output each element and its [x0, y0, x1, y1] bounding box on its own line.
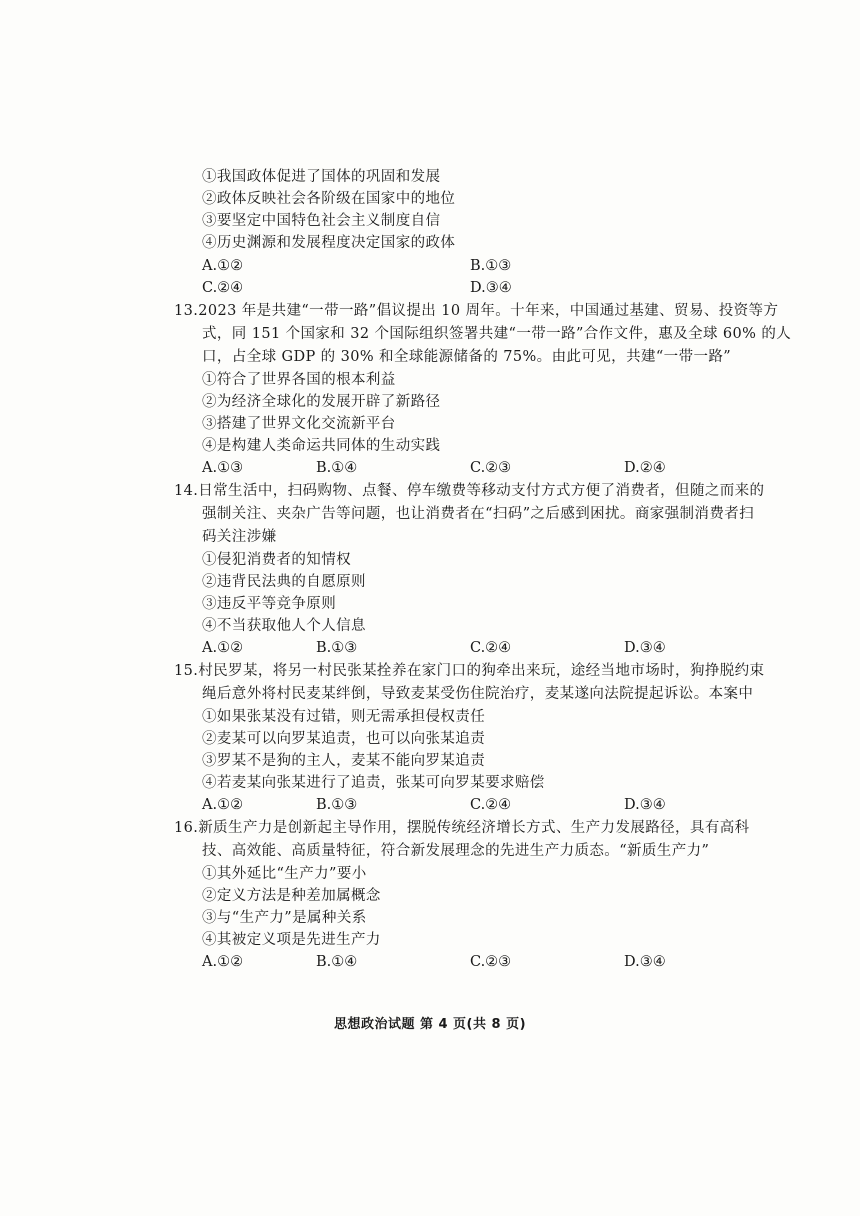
q14-statement-2: ②违背民法典的自愿原则	[202, 574, 366, 590]
q14-option-d: D.③④	[624, 640, 666, 656]
q15-option-b: B.①③	[316, 797, 358, 813]
q13-stem-line-3: 口，占全球 GDP 的 30% 和全球能源储备的 75%。由此可见，共建“一带一路”	[202, 349, 732, 365]
q15-option-c: C.②④	[470, 797, 512, 813]
q16-option-b: B.①④	[316, 954, 358, 970]
q12-option-c: C.②④	[202, 280, 244, 296]
q15-statement-1: ①如果张某没有过错，则无需承担侵权责任	[202, 709, 486, 725]
q12-option-d: D.③④	[470, 280, 512, 296]
q16-statement-2: ②定义方法是种差加属概念	[202, 888, 381, 904]
q16-statement-4: ④其被定义项是先进生产力	[202, 932, 381, 948]
q13-stem-line-2: 式，同 151 个国家和 32 个国际组织签署共建“一带一路”合作文件，惠及全球 60% 的人	[202, 326, 792, 342]
q15-option-a: A.①②	[202, 797, 244, 813]
q15-statement-3: ③罗某不是狗的主人，麦某不能向罗某追责	[202, 753, 486, 769]
page-footer: 思想政治试题 第 4 页(共 8 页)	[333, 1017, 527, 1032]
q16-stem-line-2: 技、高效能、高质量特征，符合新发展理念的先进生产力质态。“新质生产力”	[202, 843, 710, 859]
q16-option-a: A.①②	[202, 954, 244, 970]
q16-stem-line-1: 16.新质生产力是创新起主导作用，摆脱传统经济增长方式、生产力发展路径，具有高科	[174, 820, 750, 836]
q13-option-c: C.②③	[470, 460, 512, 476]
q14-stem-line-1: 14.日常生活中，扫码购物、点餐、停车缴费等移动支付方式方便了消费者，但随之而来的	[174, 483, 765, 499]
q12-statement-4: ④历史渊源和发展程度决定国家的政体	[202, 235, 456, 251]
q16-option-c: C.②③	[470, 954, 512, 970]
q13-stem-line-1: 13.2023 年是共建“一带一路”倡议提出 10 周年。十年来，中国通过基建、贸易、投资等方	[174, 303, 779, 319]
q14-stem-line-3: 码关注涉嫌	[202, 529, 277, 545]
q14-option-b: B.①③	[316, 640, 358, 656]
q13-statement-2: ②为经济全球化的发展开辟了新路径	[202, 394, 441, 410]
q13-option-b: B.①④	[316, 460, 358, 476]
q15-stem-line-1: 15.村民罗某，将另一村民张某拴养在家门口的狗牵出来玩，途经当地市场时，狗挣脱约束	[174, 663, 765, 679]
q12-option-a: A.①②	[202, 258, 244, 274]
q12-statement-3: ③要坚定中国特色社会主义制度自信	[202, 213, 441, 229]
q14-option-a: A.①②	[202, 640, 244, 656]
q14-stem-line-2: 强制关注、夹杂广告等问题，也让消费者在“扫码”之后感到困扰。商家强制消费者扫	[202, 506, 755, 522]
q15-statement-4: ④若麦某向张某进行了追责，张某可向罗某要求赔偿	[202, 775, 545, 791]
q14-statement-3: ③违反平等竞争原则	[202, 596, 337, 612]
q12-statement-2: ②政体反映社会各阶级在国家中的地位	[202, 191, 456, 207]
q14-statement-1: ①侵犯消费者的知情权	[202, 552, 351, 568]
q15-statement-2: ②麦某可以向罗某追责，也可以向张某追责	[202, 731, 486, 747]
q13-statement-1: ①符合了世界各国的根本利益	[202, 372, 396, 388]
q13-statement-4: ④是构建人类命运共同体的生动实践	[202, 438, 441, 454]
q14-statement-4: ④不当获取他人个人信息	[202, 618, 366, 634]
q16-statement-1: ①其外延比“生产力”要小	[202, 866, 367, 882]
q15-stem-line-2: 绳后意外将村民麦某绊倒，导致麦某受伤住院治疗，麦某遂向法院提起诉讼。本案中	[202, 686, 754, 702]
q12-option-b: B.①③	[470, 258, 512, 274]
q12-statement-1: ①我国政体促进了国体的巩固和发展	[202, 169, 441, 185]
q13-option-a: A.①③	[202, 460, 244, 476]
q13-option-d: D.②④	[624, 460, 666, 476]
q14-option-c: C.②④	[470, 640, 512, 656]
q16-statement-3: ③与“生产力”是属种关系	[202, 910, 367, 926]
q16-option-d: D.③④	[624, 954, 666, 970]
q15-option-d: D.③④	[624, 797, 666, 813]
q13-statement-3: ③搭建了世界文化交流新平台	[202, 416, 396, 432]
